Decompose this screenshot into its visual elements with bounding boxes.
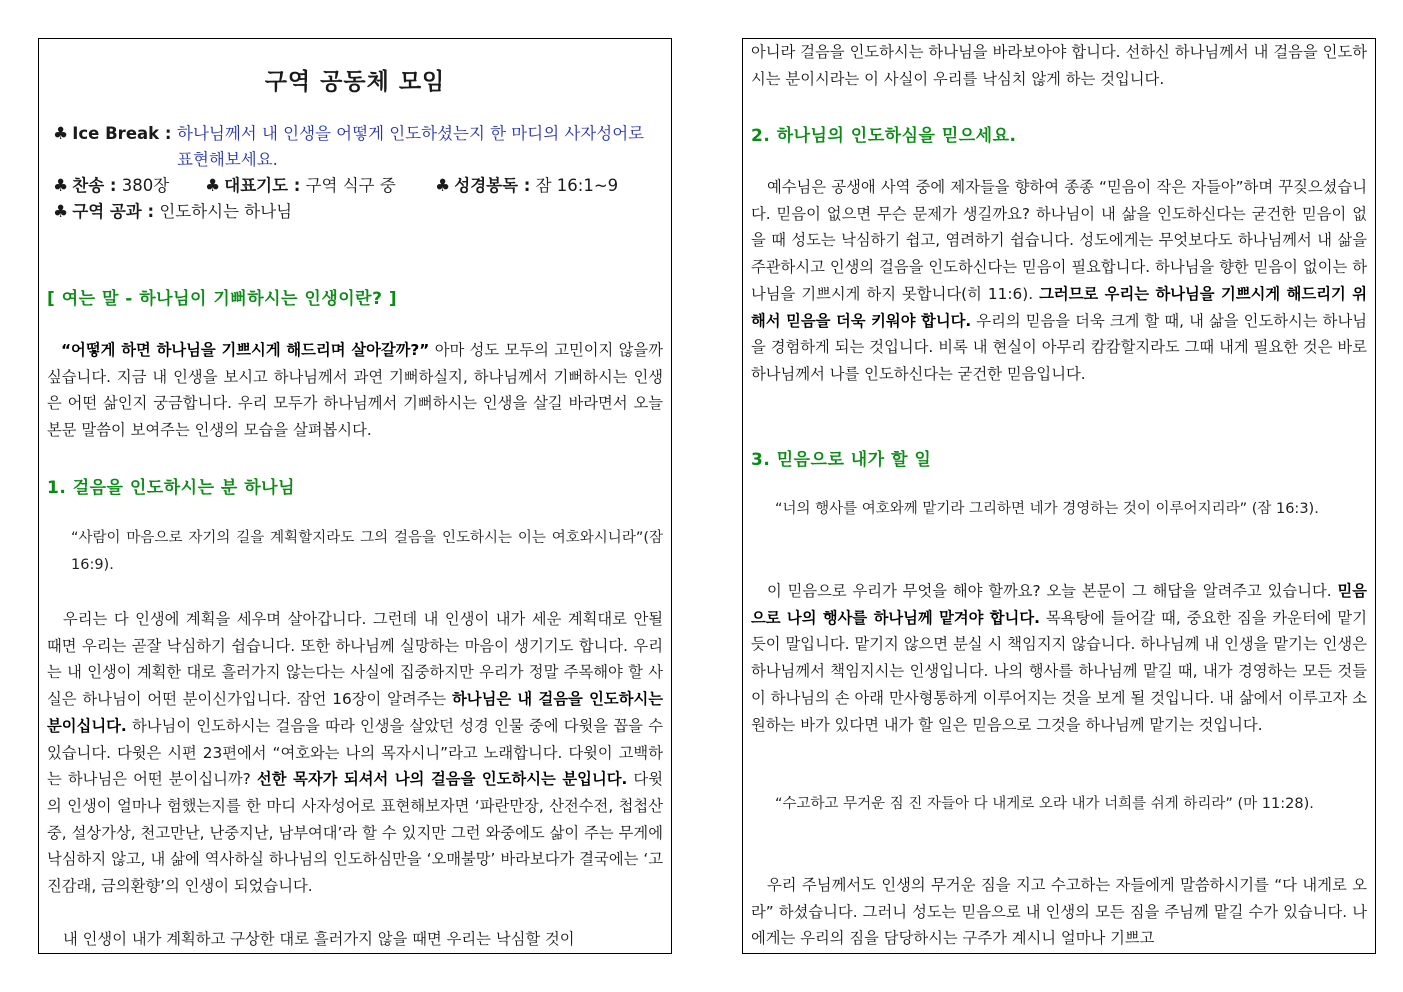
continued-paragraph: 아니라 걸음을 인도하시는 하나님을 바라보아야 합니다. 선하신 하나님께서 내 걸음을 인도하시는 분이시라는 이 사실이 우리를 낙심치 않게 하는 것입니다. (751, 43, 1367, 88)
ice-break-row (53, 121, 665, 169)
section2-heading: 2. 하나님의 인도하심을 믿으세요. (751, 126, 1017, 146)
section2-text-2: 우리의 믿음을 더욱 크게 할 때, 내 삶을 인도하시는 하나님을 경험하게 되는 것입니다. 비록 내 현실이 아무리 캄캄할지라도 그때 내게 필요한 것은 바로 하나님께서 나를 인도하신다는 굳건한 믿음입니다. (751, 311, 1368, 383)
intro-paragraph (47, 337, 663, 444)
section3-heading: 3. 믿음으로 내가 할 일 (751, 450, 932, 470)
right-page (742, 38, 1376, 954)
hymn-label: 찬송 : (72, 176, 117, 195)
section1-paragraph (47, 606, 663, 900)
club-suit-icon: ♣ (53, 176, 69, 196)
section1-last-line: 내 인생이 내가 계획하고 구상한 대로 흘러가지 않을 때면 우리는 낙심할 것이 (63, 930, 575, 948)
section3-quote-2: “수고하고 무거운 짐 진 자들아 다 내게로 오라 내가 너희를 쉬게 하리라” (마 11:28). (775, 796, 1314, 812)
section1-bold-2: 선한 목자가 되셔서 나의 걸음을 인도하시는 분입니다. (256, 770, 628, 789)
section2-text-1: 예수님은 공생애 사역 중에 제자들을 향하여 종종 “믿음이 작은 자들아”하며 꾸짖으셨습니다. 믿음이 없으면 무슨 문제가 생길까요? 하나님이 내 삶을 인도하신다는 굳건한 믿음이 없을 때 성도는 낙심하기 쉽고, 염려하기 쉽습니다. 성도에게는 무엇보다도 하나님께서 내 삶을 주관하시고 인생의 걸음을 인도하신다는 믿음이 필요합니다. 하나님을 향한 믿음이 없이는 하나님을 기쁘시게 하지 못합니다(히 11:6). (751, 178, 1367, 303)
club-suit-icon: ♣ (205, 176, 221, 196)
intro-bold-text: “어떻게 하면 하나님을 기쁘시게 해드리며 살아갈까?” (61, 341, 430, 359)
section1-text-2: 하나님이 인도하시는 걸음을 따라 인생을 살았던 성경 인물 중에 다윗을 꼽을 수 있습니다. 다윗은 시편 23편에서 “여호와는 나의 목자시니”라고 노래합니다. 다윗이 고백하는 하나님은 어떤 분이십니까? (47, 716, 663, 789)
ice-break-text-line2: 표현해보세요. (177, 150, 278, 169)
reading-value: 잠 16:1~9 (535, 176, 619, 195)
club-suit-icon: ♣ (53, 202, 69, 222)
ice-break-text (177, 121, 665, 173)
section1-bold-1: 하나님은 내 걸음을 인도하시는 분이십니다. (47, 690, 663, 735)
section2-paragraph (751, 174, 1367, 388)
section2-bold-1: 그러므로 우리는 하나님을 기쁘시게 해드리기 위해서 믿음을 더욱 키워야 합니다. (751, 284, 1368, 330)
section3-quote-1: “너의 행사를 여호와께 맡기라 그리하면 네가 경영하는 것이 이루어지리라” (잠 16:3). (775, 501, 1319, 517)
left-page (38, 38, 672, 954)
section3-paragraph (751, 578, 1367, 738)
section1-text-3: 다윗의 인생이 얼마나 험했는지를 한 마디 사자성어로 표현해보자면 ‘파란만장, 산전수전, 첩첩산중, 설상가상, 천고만난, 난중지난, 남부여대’라 할 수 있지만 그런 와중에도 삶이 주는 무게에 낙심하지 않고, 내 삶에 역사하실 하나님의 인도하심만을 ‘오매불망’ 바라보다가 결국에는 ‘고진감래, 금의환향’의 인생이 되었습니다. (47, 770, 663, 896)
section3-bold-1: 믿음으로 나의 행사를 하나님께 맡겨야 합니다. (751, 582, 1367, 627)
prayer-value: 구역 식구 중 (305, 176, 396, 195)
section3-text-2: 목욕탕에 들어갈 때, 중요한 짐을 카운터에 맡기듯이 말입니다. 맡기지 않으면 분실 시 책임지지 않습니다. 하나님께 내 인생을 맡기는 인생은 하나님께서 책임지시는 인생입니다. 나의 행사를 하나님께 맡길 때, 내가 경영하는 모든 것들이 하나님의 손 아래 만사형통하게 이루어지는 것을 보게 될 것입니다. 내 삶에서 이루고자 소원하는 바가 있다면 내가 할 일은 믿음으로 그것을 하나님께 맡기는 것입니다. (751, 608, 1367, 734)
intro-heading: [ 여는 말 - 하나님이 기뻐하시는 인생이란? ] (47, 289, 398, 309)
section1-heading: 1. 걸음을 인도하시는 분 하나님 (47, 478, 296, 498)
ice-break-label: Ice Break : (72, 124, 172, 143)
reading-label: 성경봉독 : (454, 176, 531, 195)
page-title: 구역 공동체 모임 (264, 69, 446, 95)
lesson-value: 인도하시는 하나님 (159, 202, 293, 221)
hymn-value: 380장 (121, 176, 170, 195)
club-suit-icon: ♣ (435, 176, 451, 196)
section1-quote: “사람이 마음으로 자기의 길을 계획할지라도 그의 걸음을 인도하시는 이는 여호와시니라”(잠 16:9). (71, 530, 663, 573)
section3-last-paragraph: 우리 주님께서도 인생의 무거운 짐을 지고 수고하는 자들에게 말씀하시기를 “다 내게로 오라” 하셨습니다. 그러니 성도는 믿음으로 내 인생의 모든 짐을 주님께 맡길 수가 있습니다. 나에게는 우리의 짐을 담당하시는 구주가 계시니 얼마나 기쁘고 (751, 876, 1367, 948)
section1-text-1: 우리는 다 인생에 계획을 세우며 살아갑니다. 그런데 내 인생이 내가 세운 계획대로 안될 때면 우리는 곧잘 낙심하기 쉽습니다. 또한 하나님께 실망하는 마음이 생기기도 합니다. 우리는 내 인생이 계획한 대로 흘러가지 않는다는 사실에 집중하지만 우리가 정말 주목해야 할 사실은 하나님이 어떤 분이신가입니다. 잠언 16장이 알려주는 (47, 610, 663, 709)
club-suit-icon: ♣ (53, 124, 69, 144)
prayer-label: 대표기도 : (224, 176, 301, 195)
lesson-row (53, 199, 665, 225)
ice-break-text-line1: 하나님께서 내 인생을 어떻게 인도하셨는지 한 마디의 사자성어로 (177, 124, 645, 143)
service-order-row (53, 173, 665, 199)
section3-text-1: 이 믿음으로 우리가 무엇을 해야 할까요? 오늘 본문이 그 해답을 알려주고 있습니다. (767, 582, 1338, 600)
lesson-label: 구역 공과 : (72, 202, 155, 221)
intro-text: 아마 성도 모두의 고민이지 않을까 싶습니다. 지금 내 인생을 보시고 하나님께서 과연 기뻐하실지, 하나님께서 기뻐하시는 인생은 어떤 삶인지 궁금합니다. 우리 모두가 하나님께서 기뻐하시는 인생을 살길 바라면서 오늘 본문 말씀이 보여주는 인생의 모습을 살펴봅시다. (47, 341, 663, 440)
